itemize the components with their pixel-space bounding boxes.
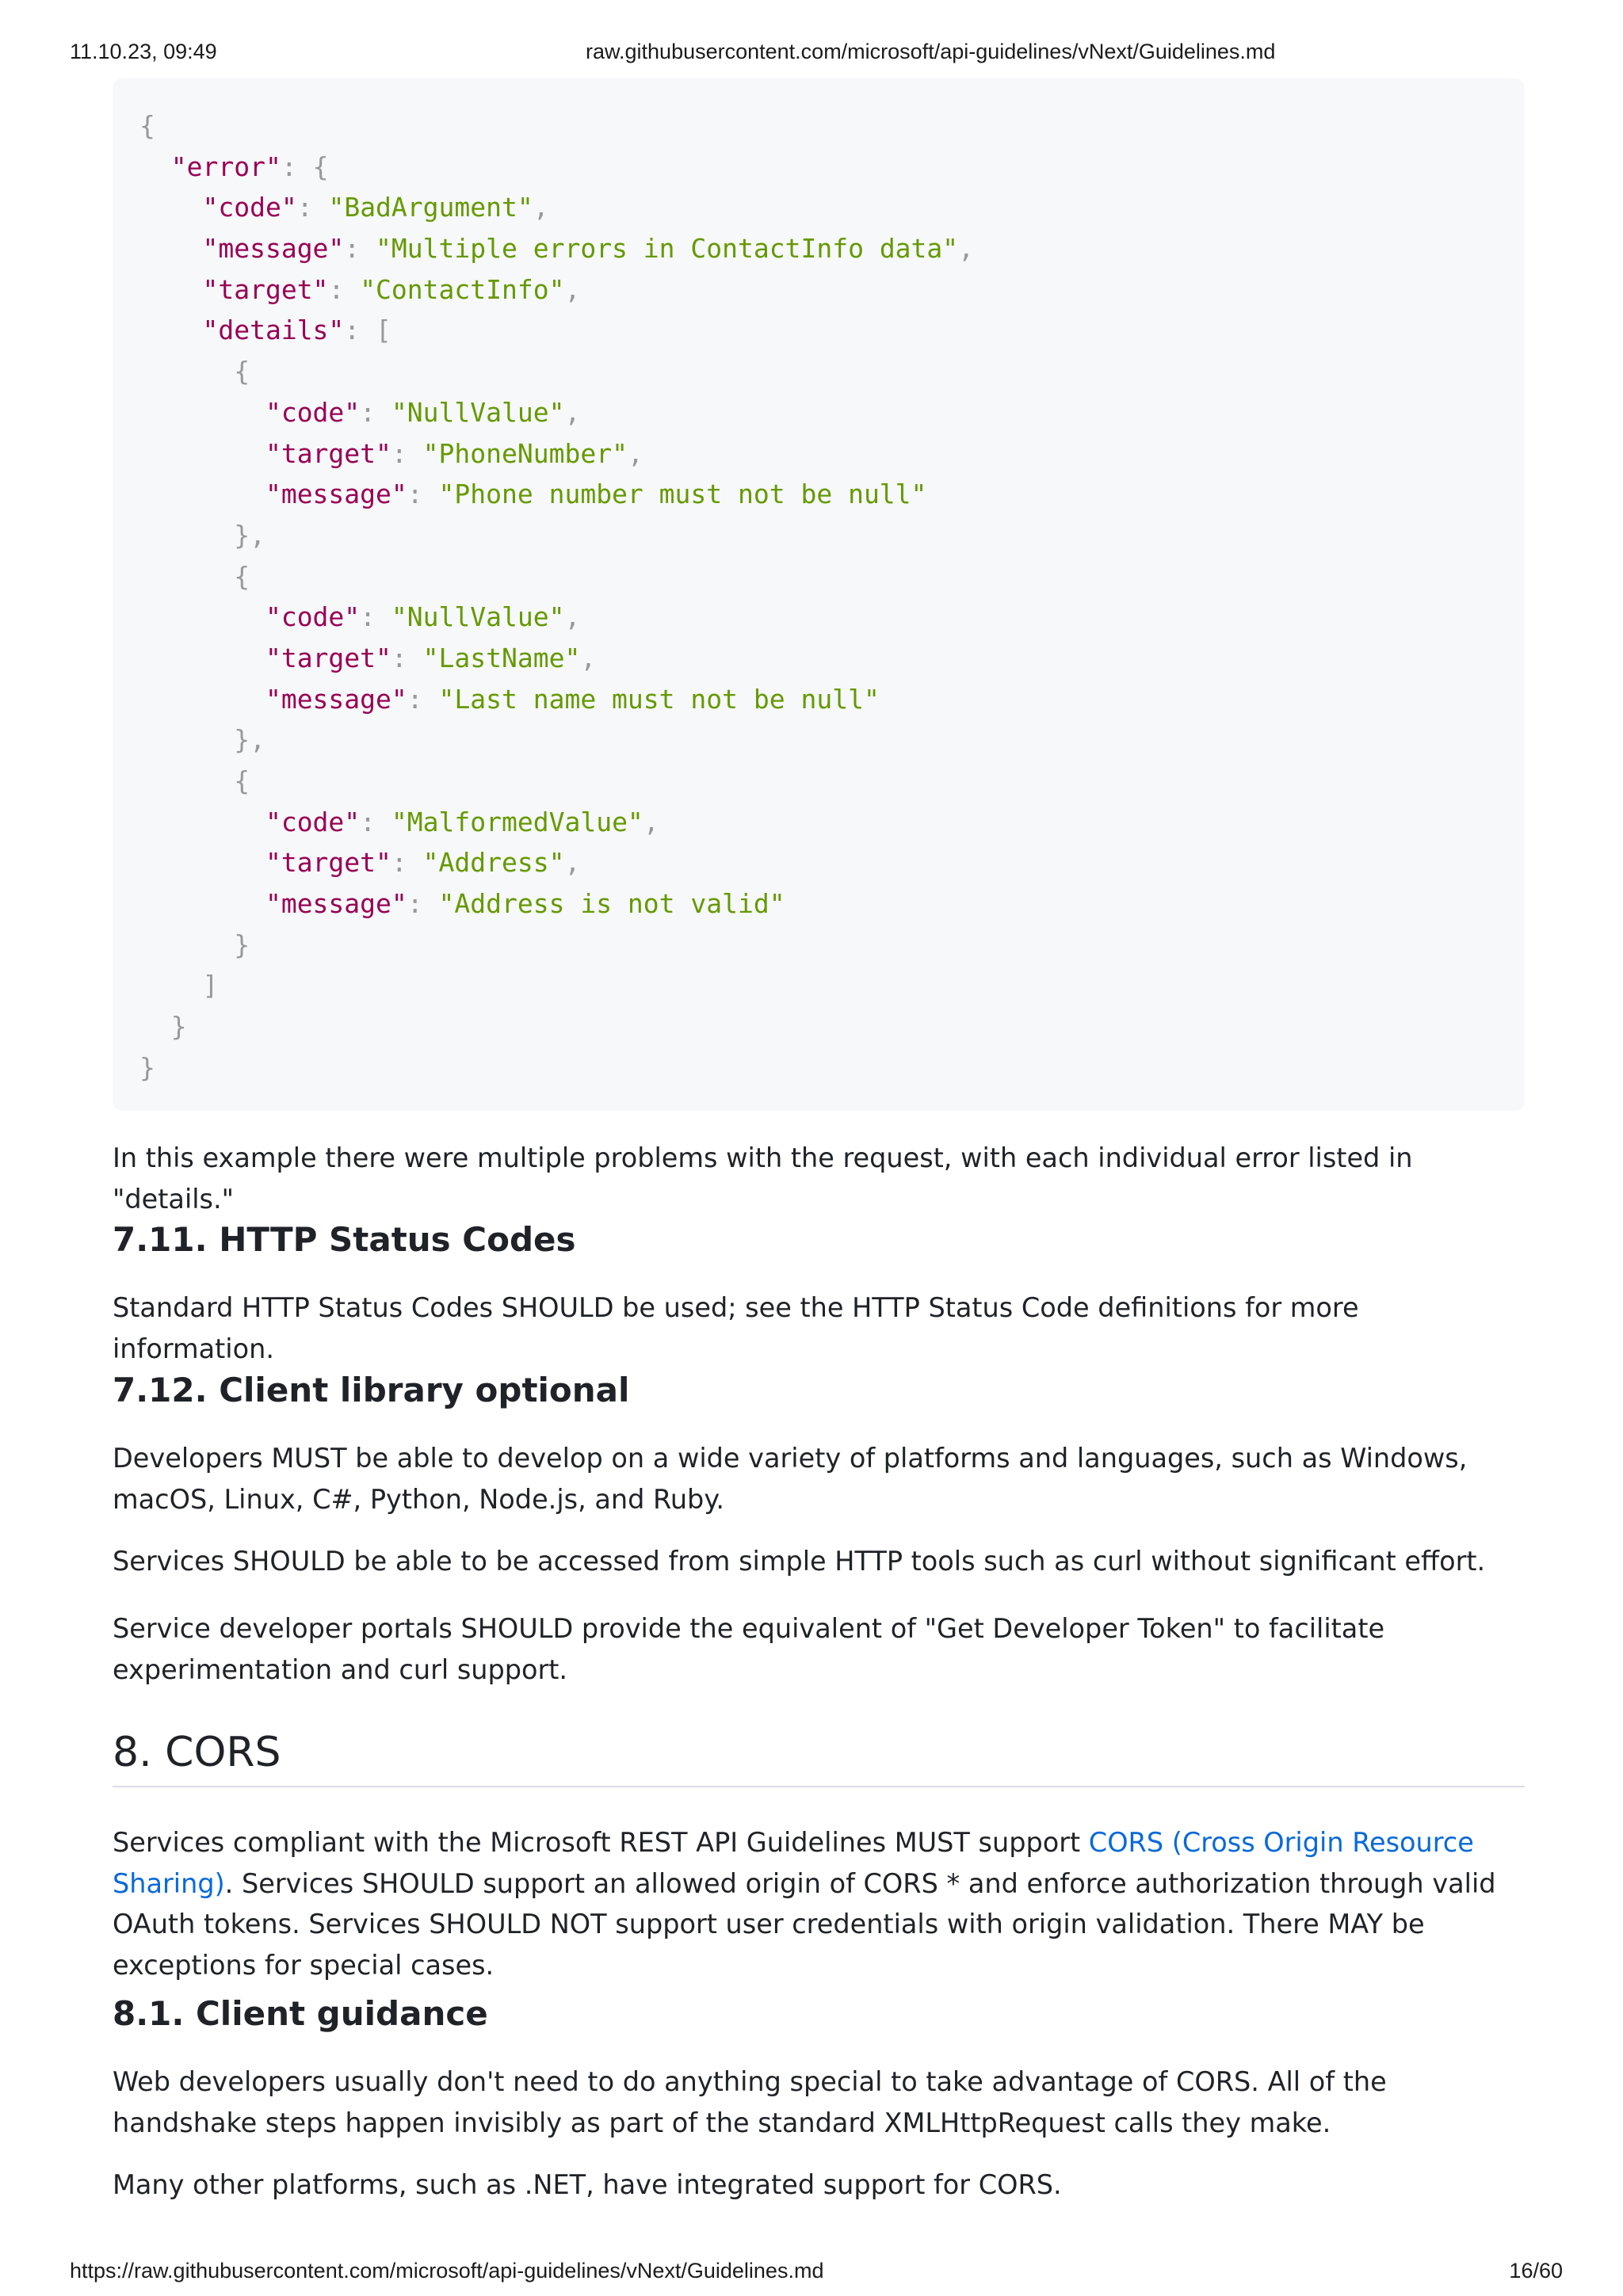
code-string: "NullValue": [391, 396, 565, 428]
code-line: [139, 842, 1525, 883]
code-punctuation: {: [139, 560, 250, 592]
code-punctuation: ,: [564, 847, 581, 879]
code-line: [139, 597, 1525, 638]
code-line: [139, 147, 1525, 188]
code-string: "Address is not valid": [438, 888, 785, 920]
paragraph-7-11: Standard HTTP Status Codes SHOULD be used; see the HTTP Status Code definitions for more information.: [113, 1292, 1359, 1364]
code-punctuation: [139, 315, 202, 345]
heading-7-12: 7.12. Client library optional: [113, 1371, 630, 1409]
code-line: [139, 187, 1525, 228]
code-punctuation: {: [139, 356, 250, 387]
code-line: [139, 1047, 1525, 1089]
code-key: "details": [202, 315, 345, 346]
code-string: "Multiple errors in ContactInfo data": [376, 233, 959, 265]
code-key: "code": [265, 806, 361, 837]
code-line: [139, 269, 1525, 311]
code-line: [139, 925, 1525, 966]
code-punctuation: [139, 888, 265, 919]
code-key: "code": [265, 396, 361, 428]
code-punctuation: [139, 479, 265, 509]
code-key: "message": [265, 683, 407, 715]
code-line: [139, 351, 1525, 392]
paragraph-8-1-platforms: Many other platforms, such as .NET, have integrated support for CORS.: [113, 2169, 1062, 2200]
paragraph-7-12-platforms: Developers MUST be able to develop on a wide variety of platforms and languages, such as Windows, macOS, Linux, C#, Python, Node.js, and Ruby.: [113, 1443, 1468, 1515]
code-punctuation: :: [296, 192, 329, 223]
code-punctuation: }: [139, 1051, 155, 1083]
cors-link[interactable]: CORS (Cross Origin Resource Sharing): [113, 1827, 1474, 1899]
code-punctuation: ,: [958, 233, 975, 265]
code-punctuation: [139, 397, 265, 428]
code-punctuation: :: [360, 396, 391, 428]
code-punctuation: :: [360, 806, 391, 837]
code-line: [139, 433, 1525, 475]
example-note: In this example there were multiple problems with the request, with each individual error listed in "details.": [113, 1142, 1413, 1215]
heading-8-cors: 8. CORS: [113, 1729, 1525, 1787]
code-line: [139, 638, 1525, 679]
code-punctuation: [139, 684, 265, 715]
code-string: "Last name must not be null": [438, 683, 880, 715]
code-line: [139, 556, 1525, 597]
code-key: "message": [202, 233, 345, 265]
code-line: [139, 392, 1525, 433]
code-punctuation: },: [139, 519, 265, 551]
code-punctuation: [139, 192, 202, 223]
code-line: [139, 310, 1525, 351]
code-punctuation: :: [407, 479, 439, 510]
code-punctuation: :: [407, 683, 439, 715]
code-key: "message": [265, 888, 407, 920]
code-key: "target": [265, 642, 391, 673]
code-punctuation: ,: [643, 806, 659, 837]
code-punctuation: ,: [564, 273, 581, 305]
code-punctuation: [139, 847, 265, 878]
code-string: "PhoneNumber": [422, 437, 628, 469]
code-line: [139, 883, 1525, 925]
heading-8-1: 8.1. Client guidance: [113, 1994, 488, 2033]
code-punctuation: ,: [627, 437, 643, 469]
code-string: "LastName": [422, 642, 581, 673]
paragraph-7-12-portals: Service developer portals SHOULD provide the equivalent of "Get Developer Token" to facilitate experimentation and curl support.: [113, 1613, 1385, 1685]
code-punctuation: ,: [564, 601, 581, 633]
print-timestamp: 11.10.23, 09:49: [70, 40, 217, 63]
code-punctuation: {: [139, 765, 250, 796]
code-line: [139, 105, 1525, 147]
code-punctuation: {: [139, 110, 155, 141]
code-key: "target": [265, 437, 391, 469]
heading-7-11: 7.11. HTTP Status Codes: [113, 1220, 576, 1259]
code-key: "code": [202, 192, 297, 223]
code-key: "message": [265, 479, 407, 510]
code-punctuation: },: [139, 724, 265, 756]
code-punctuation: [139, 151, 171, 182]
code-punctuation: :: [391, 642, 423, 673]
code-line: [139, 719, 1525, 761]
code-punctuation: [139, 274, 202, 305]
code-string: "Phone number must not be null": [438, 479, 927, 510]
paragraph-8-cors: [113, 1822, 1525, 1985]
code-key: "error": [170, 151, 281, 182]
code-punctuation: :: [344, 233, 376, 265]
cors-text-before: Services compliant with the Microsoft REST API Guidelines MUST support: [113, 1827, 1089, 1858]
code-string: "MalformedValue": [391, 806, 643, 837]
code-punctuation: ,: [564, 396, 581, 428]
code-punctuation: :: [360, 601, 391, 633]
page-number: 16/60: [1509, 2259, 1563, 2283]
code-punctuation: :: [407, 888, 439, 920]
cors-text-after: . Services SHOULD support an allowed origin of CORS * and enforce authorization through valid OAuth tokens. Services SHOULD NOT support user credentials with origin validation. There MAY be exceptions for special cases.: [113, 1867, 1496, 1981]
json-code-block: [113, 78, 1525, 1111]
print-footer-url: https://raw.githubusercontent.com/microsoft/api-guidelines/vNext/Guidelines.md: [70, 2259, 824, 2283]
code-line: [139, 802, 1525, 843]
code-line: [139, 1006, 1525, 1047]
code-punctuation: ,: [580, 642, 597, 673]
code-punctuation: [139, 233, 202, 264]
code-punctuation: : [: [344, 315, 391, 346]
code-line: [139, 228, 1525, 269]
code-key: "target": [265, 847, 391, 879]
code-punctuation: :: [328, 273, 361, 305]
code-punctuation: :: [391, 437, 423, 469]
code-line: [139, 474, 1525, 515]
code-punctuation: }: [139, 929, 250, 960]
code-punctuation: : {: [281, 151, 329, 182]
code-punctuation: [139, 643, 265, 673]
code-punctuation: [139, 807, 265, 837]
code-string: "BadArgument": [328, 192, 533, 223]
code-key: "code": [265, 601, 361, 633]
paragraph-7-12-curl: Services SHOULD be able to be accessed from simple HTTP tools such as curl without significant effort.: [113, 1546, 1486, 1577]
code-punctuation: [139, 438, 265, 469]
print-header-url: raw.githubusercontent.com/microsoft/api-guidelines/vNext/Guidelines.md: [586, 40, 1276, 63]
code-line: [139, 965, 1525, 1006]
code-string: "ContactInfo": [360, 273, 565, 305]
code-punctuation: }: [139, 1011, 187, 1043]
code-punctuation: ]: [139, 970, 219, 1001]
code-key: "target": [202, 273, 329, 305]
code-punctuation: [139, 601, 265, 632]
code-punctuation: ,: [533, 192, 549, 223]
code-punctuation: :: [391, 847, 423, 879]
code-line: [139, 761, 1525, 802]
code-line: [139, 679, 1525, 720]
code-string: "Address": [422, 847, 565, 879]
paragraph-8-1-web: Web developers usually don't need to do anything special to take advantage of CORS. All of the handshake steps happen invisibly as part of the standard XMLHttpRequest calls they make.: [113, 2066, 1387, 2138]
code-line: [139, 515, 1525, 556]
code-string: "NullValue": [391, 601, 565, 633]
